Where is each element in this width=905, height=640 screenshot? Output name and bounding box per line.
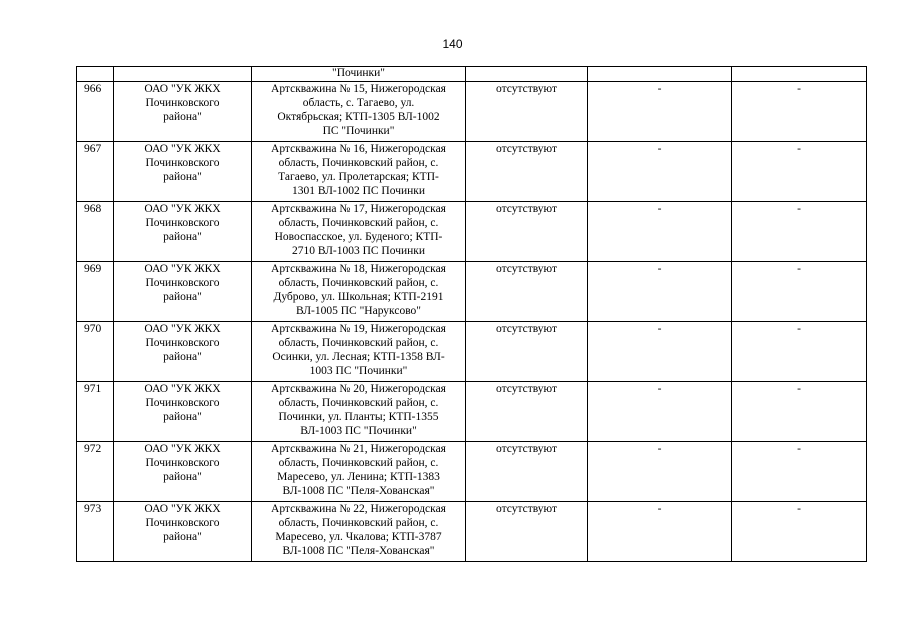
object-cell [252,442,466,502]
organization-cell [114,502,252,562]
organization-line: ОАО "УК ЖКХ [144,143,221,155]
object-line: Артскважина № 20, Нижегородская [271,383,446,395]
organization-line: района" [163,171,202,183]
table-row [77,202,867,262]
organization-cell [114,262,252,322]
dash-cell: - [732,382,867,442]
organization-cell [114,322,252,382]
object-line: Артскважина № 17, Нижегородская [271,203,446,215]
row-number: 967 [77,142,114,202]
row-number: 968 [77,202,114,262]
organization-line: Починковского [145,337,220,349]
dash-cell: - [588,262,732,322]
table-row [77,82,867,142]
object-line: 2710 ВЛ-1003 ПС Починки [291,245,426,257]
row-number: 971 [77,382,114,442]
organization-line: Починковского [145,97,220,109]
organization-line: Починковского [145,517,220,529]
object-cell [252,502,466,562]
dash-cell: - [732,442,867,502]
dash-cell: - [732,82,867,142]
dash-cell: - [588,502,732,562]
organization-line: ОАО "УК ЖКХ [144,503,221,515]
status-cell: отсутствуют [466,382,588,442]
organization-line: Починковского [145,457,220,469]
row-number: 970 [77,322,114,382]
object-cell [252,142,466,202]
object-line: 1003 ПС "Починки" [309,365,408,377]
continuation-row [77,67,867,82]
continuation-text: "Починки" [252,67,466,82]
status-cell: отсутствуют [466,82,588,142]
organization-cell [114,442,252,502]
object-line: область, Починковский район, с. [278,277,439,289]
status-cell: отсутствуют [466,502,588,562]
object-line: область, с. Тагаево, ул. [302,97,415,109]
object-line: Артскважина № 18, Нижегородская [271,263,446,275]
organization-line: Починковского [145,277,220,289]
organization-line: района" [163,231,202,243]
status-cell: отсутствуют [466,202,588,262]
dash-cell: - [588,382,732,442]
organization-line: района" [163,111,202,123]
object-line: Артскважина № 21, Нижегородская [271,443,446,455]
row-number: 969 [77,262,114,322]
dash-cell: - [588,322,732,382]
object-line: Тагаево, ул. Пролетарская; КТП- [278,171,439,183]
organization-line: Починковского [145,217,220,229]
organization-line: района" [163,471,202,483]
dash-cell: - [732,322,867,382]
table-row [77,502,867,562]
organization-line: ОАО "УК ЖКХ [144,263,221,275]
organization-cell [114,202,252,262]
page-number: 140 [442,37,463,51]
organization-line: района" [163,531,202,543]
object-line: Артскважина № 19, Нижегородская [271,323,446,335]
organization-line: ОАО "УК ЖКХ [144,323,221,335]
object-line: Октябрьская; КТП-1305 ВЛ-1002 [277,111,440,123]
row-number: 973 [77,502,114,562]
status-cell: отсутствуют [466,442,588,502]
object-line: Артскважина № 16, Нижегородская [271,143,446,155]
status-cell: отсутствуют [466,322,588,382]
object-line: ВЛ-1005 ПС "Наруксово" [296,305,421,317]
organization-cell [114,382,252,442]
object-line: Артскважина № 15, Нижегородская [271,83,446,95]
object-cell [252,382,466,442]
organization-line: ОАО "УК ЖКХ [144,383,221,395]
document-table [76,66,867,562]
cell-col5 [588,67,732,82]
organization-line: ОАО "УК ЖКХ [144,443,221,455]
object-cell [252,262,466,322]
object-line: ВЛ-1008 ПС "Пеля-Хованская" [282,485,435,497]
object-line: Маресево, ул. Ленина; КТП-1383 [277,471,440,483]
table-row [77,142,867,202]
object-line: область, Починковский район, с. [278,157,439,169]
table-body [77,67,867,562]
object-line: ВЛ-1003 ПС "Починки" [300,425,417,437]
object-line: область, Починковский район, с. [278,457,439,469]
object-line: Осинки, ул. Лесная; КТП-1358 ВЛ- [272,351,445,363]
object-line: Починки, ул. Планты; КТП-1355 [278,411,439,423]
organization-line: района" [163,351,202,363]
dash-cell: - [732,142,867,202]
status-cell: отсутствуют [466,142,588,202]
object-line: область, Починковский район, с. [278,517,439,529]
object-line: ВЛ-1008 ПС "Пеля-Хованская" [282,545,435,557]
table-row [77,442,867,502]
object-cell [252,82,466,142]
cell-col6 [732,67,867,82]
dash-cell: - [732,262,867,322]
dash-cell: - [588,202,732,262]
object-line: область, Починковский район, с. [278,397,439,409]
object-line: область, Починковский район, с. [278,337,439,349]
table-row [77,382,867,442]
object-line: ПС "Починки" [322,125,395,137]
object-cell [252,202,466,262]
object-line: Новоспасское, ул. Буденого; КТП- [274,231,443,243]
organization-line: района" [163,291,202,303]
object-line: 1301 ВЛ-1002 ПС Починки [291,185,426,197]
object-line: область, Починковский район, с. [278,217,439,229]
object-cell [252,322,466,382]
organization-cell [114,142,252,202]
organization-line: Починковского [145,397,220,409]
dash-cell: - [588,82,732,142]
object-line: Артскважина № 22, Нижегородская [271,503,446,515]
organization-line: Починковского [145,157,220,169]
cell-org [114,67,252,82]
status-cell: отсутствуют [466,262,588,322]
organization-line: района" [163,411,202,423]
dash-cell: - [732,202,867,262]
organization-cell [114,82,252,142]
organization-line: ОАО "УК ЖКХ [144,83,221,95]
organization-line: ОАО "УК ЖКХ [144,203,221,215]
dash-cell: - [732,502,867,562]
row-number: 972 [77,442,114,502]
dash-cell: - [588,142,732,202]
object-line: Дуброво, ул. Школьная; КТП-2191 [273,291,444,303]
cell-num [77,67,114,82]
dash-cell: - [588,442,732,502]
table-row [77,322,867,382]
row-number: 966 [77,82,114,142]
object-line: Маресево, ул. Чкалова; КТП-3787 [275,531,442,543]
table-row [77,262,867,322]
cell-status [466,67,588,82]
